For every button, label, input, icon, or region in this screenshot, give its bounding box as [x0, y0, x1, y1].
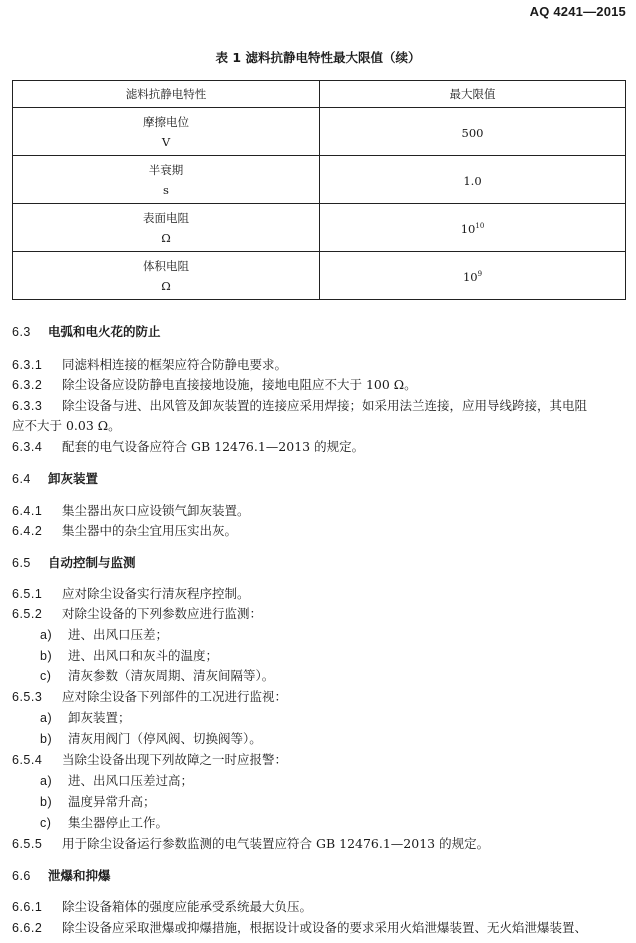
value-exponent: 10: [475, 222, 485, 230]
value-base: 10: [462, 270, 478, 284]
value-exponent: 9: [477, 270, 483, 278]
table-caption: 表 1 滤料抗静电特性最大限值（续）: [215, 50, 421, 65]
property-name: 半衰期: [148, 162, 184, 177]
limits-table: [12, 80, 626, 300]
table-row: [13, 108, 626, 156]
value-cell: [320, 204, 626, 252]
value-base: 1.0: [463, 174, 482, 188]
table-row: [13, 156, 626, 204]
property-cell: [13, 108, 320, 156]
clause: 6.6.2 除尘设备应采取泄爆或抑爆措施，根据设计或设备的要求采用火焰泄爆装置、无火焰泄爆装置、: [12, 920, 588, 935]
value-cell: [320, 156, 626, 204]
clause: 6.5.2 对除尘设备的下列参数应进行监测：: [12, 606, 263, 621]
list-item: b) 温度异常升高；: [40, 794, 156, 809]
section-heading: 6.3 电弧和电火花的防止: [12, 324, 161, 339]
section-heading: 6.5 自动控制与监测: [12, 555, 136, 570]
clause: 6.3.3 除尘设备与进、出风管及卸灰装置的连接应采用焊接；如采用法兰连接，应用导线跨接，其电阻: [12, 398, 588, 413]
property-unit: Ω: [161, 278, 171, 293]
property-name: 摩擦电位: [143, 114, 189, 129]
property-cell: [13, 156, 320, 204]
section-heading: 6.6 泄爆和抑爆: [12, 868, 111, 883]
list-item: a) 进、出风口压差；: [40, 627, 169, 642]
clause: 6.5.4 当除尘设备出现下列故障之一时应报警：: [12, 752, 288, 767]
clause: 6.6.1 除尘设备箱体的强度应能承受系统最大负压。: [12, 899, 313, 914]
clause: 6.5.5 用于除尘设备运行参数监测的电气装置应符合 GB 12476.1—2013 的规定。: [12, 836, 490, 851]
table-row: [13, 252, 626, 300]
list-item: b) 清灰用阀门（停风阀、切换阀等）。: [40, 731, 262, 746]
col-header-property: 滤料抗静电特性: [13, 81, 320, 108]
list-item: a) 进、出风口压差过高；: [40, 773, 194, 788]
value-cell: [320, 252, 626, 300]
property-cell: [13, 204, 320, 252]
clause: 6.3.1 同滤料相连接的框架应符合防静电要求。: [12, 357, 288, 372]
property-name: 表面电阻: [143, 210, 189, 225]
clause: 6.4.2 集尘器中的杂尘宜用压实出灰。: [12, 523, 238, 538]
property-unit: V: [161, 134, 171, 149]
property-unit: s: [163, 182, 169, 197]
list-item: a) 卸灰装置；: [40, 710, 131, 725]
col-header-max-value: 最大限值: [320, 81, 626, 108]
clause-continuation: 应不大于 0.03 Ω。: [12, 418, 121, 433]
table-row: [13, 204, 626, 252]
value-cell: [320, 108, 626, 156]
standard-code: AQ 4241—2015: [529, 4, 626, 19]
list-item: c) 清灰参数（清灰周期、清灰间隔等）。: [40, 668, 275, 683]
list-item: c) 集尘器停止工作。: [40, 815, 169, 830]
property-cell: [13, 252, 320, 300]
list-item: b) 进、出风口和灰斗的温度；: [40, 648, 219, 663]
clause: 6.3.2 除尘设备应设防静电直接接地设施，接地电阻应不大于 100 Ω。: [12, 377, 417, 392]
table-header-row: [13, 81, 626, 108]
clause: 6.5.3 应对除尘设备下列部件的工况进行监视：: [12, 689, 288, 704]
clause: 6.4.1 集尘器出灰口应设锁气卸灰装置。: [12, 503, 250, 518]
property-name: 体积电阻: [143, 258, 189, 273]
clause: 6.3.4 配套的电气设备应符合 GB 12476.1—2013 的规定。: [12, 439, 365, 454]
value-base: 10: [460, 222, 476, 236]
property-unit: Ω: [161, 230, 171, 245]
section-heading: 6.4 卸灰装置: [12, 471, 99, 486]
clause: 6.5.1 应对除尘设备实行清灰程序控制。: [12, 586, 250, 601]
value-base: 500: [461, 126, 484, 140]
